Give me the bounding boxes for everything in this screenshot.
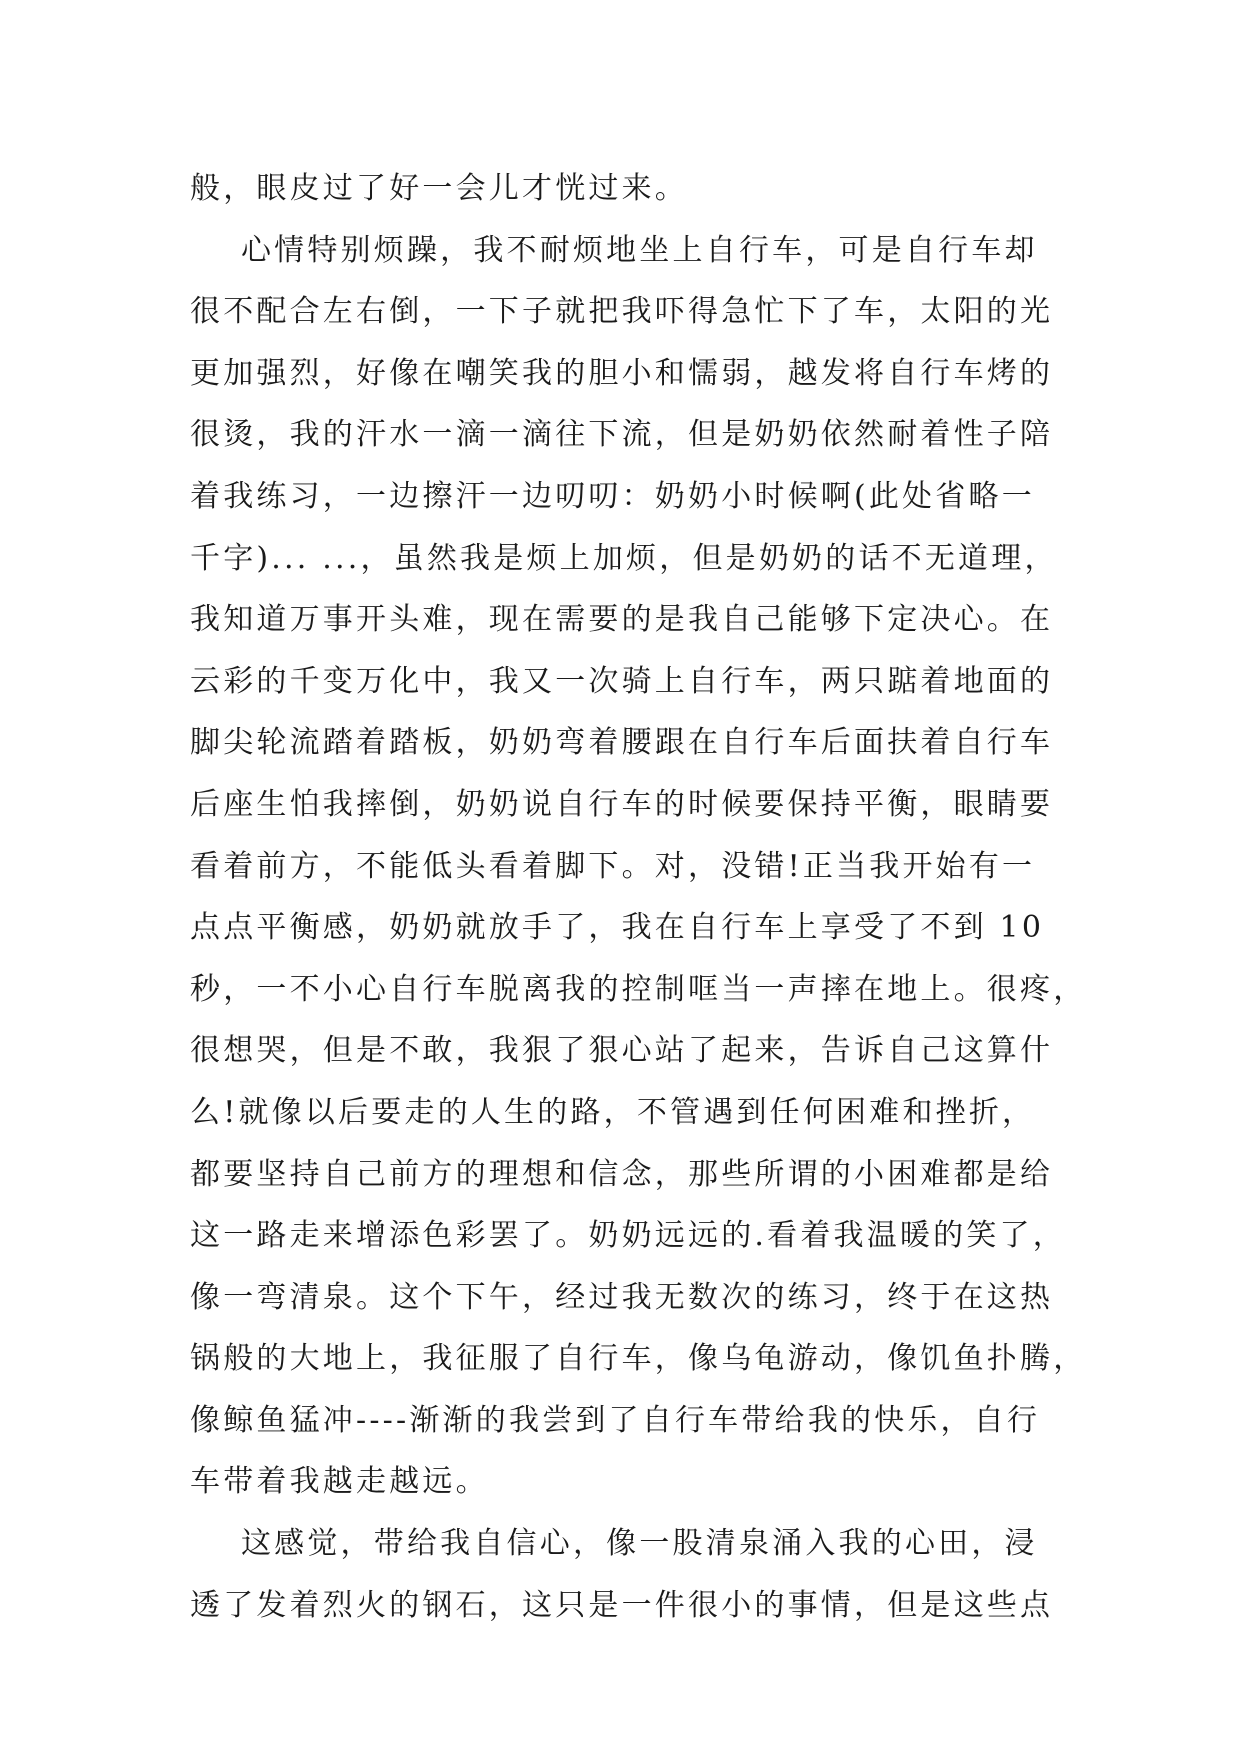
text-line: 看着前方，不能低头看着脚下。对，没错!正当我开始有一 (190, 848, 1036, 884)
text-line: 这感觉，带给我自信心，像一股清泉涌入我的心田，浸 (190, 1526, 1038, 1562)
text-line: 像鲸鱼猛冲----渐渐的我尝到了自行车带给我的快乐，自行 (190, 1402, 1041, 1438)
text-line: 锅般的大地上，我征服了自行车，像乌龟游动，像饥鱼扑腾， (190, 1341, 1087, 1377)
text-line: 车带着我越走越远。 (190, 1464, 489, 1500)
text-line: 透了发着烈火的钢石，这只是一件很小的事情，但是这些点 (190, 1587, 1054, 1623)
text-line: 着我练习，一边擦汗一边叨叨：奶奶小时候啊(此处省略一 (190, 478, 1035, 514)
text-line: 很想哭，但是不敢，我狠了狠心站了起来，告诉自己这算什 (190, 1033, 1054, 1069)
text-line: 都要坚持自己前方的理想和信念，那些所谓的小困难都是给 (190, 1156, 1054, 1192)
text-line: 很不配合左右倒，一下子就把我吓得急忙下了车，太阳的光 (190, 294, 1054, 330)
text-line: 云彩的千变万化中，我又一次骑上自行车，两只踮着地面的 (190, 663, 1054, 699)
text-line: 千字)... ...，虽然我是烦上加烦，但是奶奶的话不无道理， (190, 540, 1058, 576)
text-line: 很烫，我的汗水一滴一滴往下流，但是奶奶依然耐着性子陪 (190, 417, 1054, 453)
text-line: 心情特别烦躁，我不耐烦地坐上自行车，可是自行车却 (190, 232, 1038, 268)
text-line: 更加强烈，好像在嘲笑我的胆小和懦弱，越发将自行车烤的 (190, 355, 1054, 391)
body-text (190, 158, 1087, 1636)
text-line: 么!就像以后要走的人生的路，不管遇到任何困难和挫折， (190, 1094, 1036, 1130)
text-line: 我知道万事开头难，现在需要的是我自己能够下定决心。在 (190, 602, 1054, 638)
text-line: 般，眼皮过了好一会儿才恍过来。 (190, 171, 688, 206)
text-line: 点点平衡感，奶奶就放手了，我在自行车上享受了不到 10 (190, 910, 1045, 946)
text-line: 秒，一不小心自行车脱离我的控制哐当一声摔在地上。很疼， (190, 971, 1087, 1007)
text-line: 后座生怕我摔倒，奶奶说自行车的时候要保持平衡，眼睛要 (190, 786, 1054, 822)
text-line: 脚尖轮流踏着踏板，奶奶弯着腰跟在自行车后面扶着自行车 (190, 725, 1054, 761)
text-line: 像一弯清泉。这个下午，经过我无数次的练习，终于在这热 (190, 1279, 1054, 1315)
text-line: 这一路走来增添色彩罢了。奶奶远远的.看着我温暖的笑了， (190, 1218, 1066, 1254)
